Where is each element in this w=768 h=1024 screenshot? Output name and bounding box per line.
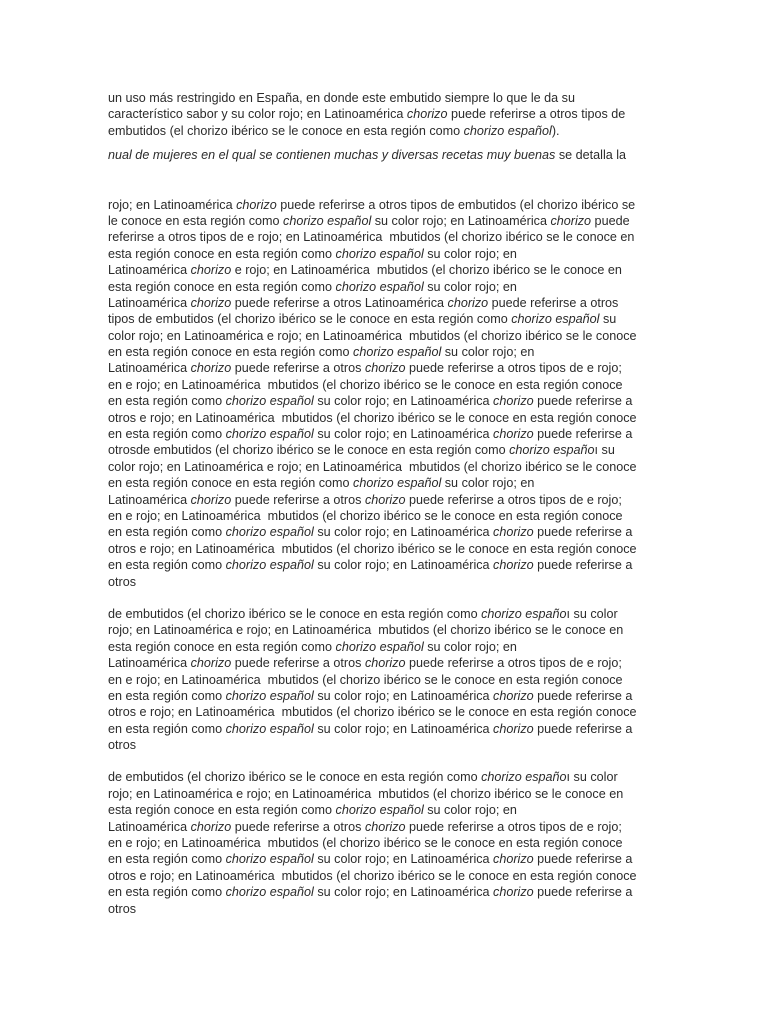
text-line xyxy=(108,377,660,393)
text-line xyxy=(108,197,660,213)
italic-text: chorizo español xyxy=(353,476,442,491)
text-run: su color rojo; en Latinoamérica xyxy=(313,525,494,540)
text-run: color rojo; en Latinoamérica e rojo; en Latinoamérica mbutidos (el chorizo ibérico se le conoce xyxy=(108,459,637,474)
italic-text: chorizo españo xyxy=(481,606,567,621)
italic-text: chorizo español xyxy=(225,427,314,442)
text-run: puede referirse a otros xyxy=(231,656,365,671)
text-run: de embutidos (el chorizo ibérico se le conoce en esta región como xyxy=(108,606,482,621)
text-run: su color rojo; en Latinoamérica xyxy=(313,721,494,736)
text-run: su color rojo; en Latinoamérica xyxy=(313,885,494,900)
text-line xyxy=(108,574,660,590)
text-line xyxy=(108,721,660,737)
text-run: Latinoamérica xyxy=(108,819,191,834)
text-run: Latinoamérica xyxy=(108,295,191,310)
italic-text: chorizo xyxy=(190,295,232,310)
text-run: puede referirse a otros tipos de e rojo; xyxy=(405,492,622,507)
italic-text: chorizo español xyxy=(335,639,424,654)
text-line xyxy=(108,426,660,442)
italic-text: chorizo xyxy=(493,885,534,900)
text-run: su color rojo; en xyxy=(423,246,517,261)
text-run: puede referirse a xyxy=(533,885,633,900)
text-run: su color rojo; en Latinoamérica xyxy=(313,558,494,573)
text-run: otros e rojo; en Latinoamérica mbutidos (el chorizo ibérico se le conoce en esta región conoce xyxy=(108,868,637,883)
text-line xyxy=(108,901,660,917)
text-run: su color rojo; en Latinoamérica xyxy=(313,852,494,867)
text-line xyxy=(108,393,660,409)
italic-text: chorizo español xyxy=(335,279,424,294)
paragraph-spacer xyxy=(108,753,660,769)
text-run: su color rojo; en Latinoamérica xyxy=(371,213,551,228)
text-run: en esta región como xyxy=(108,688,226,703)
text-run: Latinoamérica xyxy=(108,492,191,507)
text-run: rojo; en Latinoamérica xyxy=(108,197,237,212)
text-run: se detalla la xyxy=(555,148,627,163)
text-run: Latinoamérica xyxy=(108,656,191,671)
text-run: su color rojo; en Latinoamérica xyxy=(313,688,494,703)
text-run: su color rojo; en xyxy=(441,345,535,360)
italic-text: chorizo español xyxy=(463,123,552,138)
text-line xyxy=(108,802,660,818)
italic-text: chorizo español xyxy=(225,721,314,736)
text-run: ı su xyxy=(594,443,615,458)
text-run: en e rojo; en Latinoamérica mbutidos (el chorizo ibérico se le conoce en esta región conoce xyxy=(108,377,623,392)
text-run: ı su color xyxy=(566,606,618,621)
text-line xyxy=(108,508,660,524)
text-run: su color rojo; en xyxy=(423,639,517,654)
italic-text: chorizo español xyxy=(335,246,424,261)
text-run: otros e rojo; en Latinoamérica mbutidos (el chorizo ibérico se le conoce en esta región conoce xyxy=(108,705,637,720)
text-line xyxy=(108,606,660,622)
text-run: en esta región como xyxy=(108,394,226,409)
text-run: puede referirse a xyxy=(533,852,633,867)
text-run: en esta región conoce en esta región como xyxy=(108,345,354,360)
text-run: característico sabor y su color rojo; en Latinoamérica xyxy=(108,107,407,122)
text-run: un uso más restringido en España, en donde este embutido siempre lo que le da su xyxy=(108,91,575,105)
text-run: rojo; en Latinoamérica e rojo; en Latinoamérica mbutidos (el chorizo ibérico se le conoce en xyxy=(108,623,624,638)
text-line xyxy=(108,672,660,688)
paragraph xyxy=(108,147,660,163)
text-line xyxy=(108,541,660,557)
text-line xyxy=(108,688,660,704)
text-run: su color rojo; en xyxy=(423,279,517,294)
text-run: en esta región como xyxy=(108,885,226,900)
italic-text: chorizo xyxy=(364,492,406,507)
text-run: su xyxy=(599,312,617,327)
paragraph xyxy=(108,90,660,139)
italic-text: chorizo español xyxy=(511,312,600,327)
text-line xyxy=(108,769,660,785)
text-line xyxy=(108,492,660,508)
text-run: otros xyxy=(108,738,136,753)
text-line xyxy=(108,106,660,122)
italic-text: chorizo español xyxy=(225,394,314,409)
text-line xyxy=(108,328,660,344)
text-run: en esta región como xyxy=(108,852,226,867)
text-line xyxy=(108,410,660,426)
text-run: su color rojo; en xyxy=(441,476,535,491)
text-run: otrosde embutidos (el chorizo ibérico se le conoce en esta región como xyxy=(108,443,510,458)
text-line xyxy=(108,442,660,458)
text-run: embutidos (el chorizo ibérico se le conoce en esta región como xyxy=(108,123,464,138)
italic-text: chorizo español xyxy=(225,852,314,867)
italic-text: chorizo español xyxy=(225,885,314,900)
italic-text: chorizo españo xyxy=(509,443,595,458)
text-run: ). xyxy=(551,123,560,138)
italic-text: chorizo xyxy=(406,107,448,122)
text-line xyxy=(108,819,660,835)
text-run: puede xyxy=(591,213,630,228)
text-line xyxy=(108,295,660,311)
text-line xyxy=(108,639,660,655)
text-line xyxy=(108,311,660,327)
text-line xyxy=(108,344,660,360)
text-line xyxy=(108,475,660,491)
italic-text: nual de mujeres en el qual se contienen muchas y diversas recetas muy buenas xyxy=(108,148,556,163)
text-run: en esta región como xyxy=(108,427,226,442)
text-run: en e rojo; en Latinoamérica mbutidos (el chorizo ibérico se le conoce en esta región conoce xyxy=(108,508,623,523)
text-run: puede referirse a otros tipos de e rojo; xyxy=(405,656,622,671)
text-run: su color rojo; en Latinoamérica xyxy=(313,427,494,442)
italic-text: chorizo xyxy=(364,656,406,671)
text-run: puede referirse a otros xyxy=(231,819,365,834)
text-run: en esta región como xyxy=(108,525,226,540)
italic-text: chorizo español xyxy=(283,213,372,228)
text-run: e rojo; en Latinoamérica mbutidos (el chorizo ibérico se le conoce en xyxy=(231,263,622,278)
text-run: puede referirse a xyxy=(533,558,633,573)
text-line xyxy=(108,557,660,573)
text-run: Latinoamérica xyxy=(108,263,191,278)
text-line xyxy=(108,279,660,295)
text-run: su color rojo; en xyxy=(423,803,517,818)
text-run: esta región conoce en esta región como xyxy=(108,639,336,654)
text-line xyxy=(108,213,660,229)
text-run: puede referirse a xyxy=(533,394,633,409)
italic-text: chorizo xyxy=(190,361,232,376)
text-run: otros xyxy=(108,574,136,589)
text-line xyxy=(108,622,660,638)
text-run: puede referirse a otros tipos de xyxy=(447,107,626,122)
text-line xyxy=(108,360,660,376)
text-run: puede referirse a otros tipos de embutidos (el chorizo ibérico se xyxy=(276,197,636,212)
italic-text: chorizo xyxy=(493,688,534,703)
text-run: puede referirse a xyxy=(533,688,633,703)
text-run: referirse a otros tipos de e rojo; en Latinoamérica mbutidos (el chorizo ibérico se le conoce en xyxy=(108,230,635,245)
italic-text: chorizo xyxy=(190,263,232,278)
document-body xyxy=(108,90,660,917)
text-line xyxy=(108,884,660,900)
italic-text: chorizo español xyxy=(353,345,442,360)
text-line xyxy=(108,868,660,884)
italic-text: chorizo xyxy=(493,852,534,867)
text-run: tipos de embutidos (el chorizo ibérico se le conoce en esta región como xyxy=(108,312,512,327)
italic-text: chorizo xyxy=(190,656,232,671)
text-run: esta región conoce en esta región como xyxy=(108,246,336,261)
text-line xyxy=(108,459,660,475)
text-run: puede referirse a otros xyxy=(231,492,365,507)
italic-text: chorizo xyxy=(236,197,277,212)
text-line xyxy=(108,147,660,163)
text-run: puede referirse a otros tipos de e rojo; xyxy=(405,819,622,834)
text-line xyxy=(108,123,660,139)
text-run: le conoce en esta región como xyxy=(108,213,284,228)
text-run: en e rojo; en Latinoamérica mbutidos (el chorizo ibérico se le conoce en esta región conoce xyxy=(108,836,623,851)
paragraph-spacer xyxy=(108,164,660,197)
paragraph xyxy=(108,197,660,590)
text-run: en esta región conoce en esta región como xyxy=(108,476,354,491)
italic-text: chorizo español xyxy=(225,558,314,573)
text-run: en esta región como xyxy=(108,721,226,736)
text-run: otros xyxy=(108,901,136,916)
italic-text: chorizo español xyxy=(225,525,314,540)
text-line xyxy=(108,835,660,851)
text-line xyxy=(108,704,660,720)
text-run: de embutidos (el chorizo ibérico se le conoce en esta región como xyxy=(108,770,482,785)
text-line xyxy=(108,90,660,106)
text-run: otros e rojo; en Latinoamérica mbutidos (el chorizo ibérico se le conoce en esta región conoce xyxy=(108,410,637,425)
italic-text: chorizo xyxy=(190,492,232,507)
text-run: puede referirse a otros xyxy=(231,361,365,376)
italic-text: chorizo xyxy=(493,394,534,409)
text-run: puede referirse a otros xyxy=(488,295,619,310)
text-run: puede referirse a otros tipos de e rojo; xyxy=(405,361,622,376)
italic-text: chorizo xyxy=(550,213,592,228)
text-run: Latinoamérica xyxy=(108,361,191,376)
text-run: ı su color xyxy=(566,770,618,785)
italic-text: chorizo xyxy=(493,525,534,540)
text-run: puede referirse a otros Latinoamérica xyxy=(231,295,448,310)
italic-text: chorizo xyxy=(447,295,489,310)
text-run: puede referirse a xyxy=(533,525,633,540)
text-line xyxy=(108,786,660,802)
text-run: puede referirse a xyxy=(533,721,633,736)
paragraph xyxy=(108,769,660,917)
text-line xyxy=(108,737,660,753)
text-run: rojo; en Latinoamérica e rojo; en Latinoamérica mbutidos (el chorizo ibérico se le conoce en xyxy=(108,786,624,801)
italic-text: chorizo xyxy=(493,721,534,736)
italic-text: chorizo xyxy=(493,427,534,442)
text-run: en esta región como xyxy=(108,558,226,573)
italic-text: chorizo xyxy=(364,361,406,376)
italic-text: chorizo xyxy=(190,819,232,834)
text-line xyxy=(108,262,660,278)
italic-text: chorizo xyxy=(364,819,406,834)
text-run: su color rojo; en Latinoamérica xyxy=(313,394,494,409)
italic-text: chorizo xyxy=(493,558,534,573)
paragraph-spacer xyxy=(108,590,660,606)
text-run: puede referirse a xyxy=(533,427,633,442)
text-run: esta región conoce en esta región como xyxy=(108,279,336,294)
italic-text: chorizo español xyxy=(225,688,314,703)
text-line xyxy=(108,524,660,540)
text-run: otros e rojo; en Latinoamérica mbutidos (el chorizo ibérico se le conoce en esta región conoce xyxy=(108,541,637,556)
paragraph xyxy=(108,606,660,754)
paragraph-spacer xyxy=(108,139,660,147)
text-line xyxy=(108,851,660,867)
text-line xyxy=(108,229,660,245)
text-run: color rojo; en Latinoamérica e rojo; en Latinoamérica mbutidos (el chorizo ibérico se le conoce xyxy=(108,328,637,343)
italic-text: chorizo español xyxy=(335,803,424,818)
text-run: esta región conoce en esta región como xyxy=(108,803,336,818)
italic-text: chorizo españo xyxy=(481,770,567,785)
text-line xyxy=(108,246,660,262)
text-line xyxy=(108,655,660,671)
text-run: en e rojo; en Latinoamérica mbutidos (el chorizo ibérico se le conoce en esta región conoce xyxy=(108,672,623,687)
